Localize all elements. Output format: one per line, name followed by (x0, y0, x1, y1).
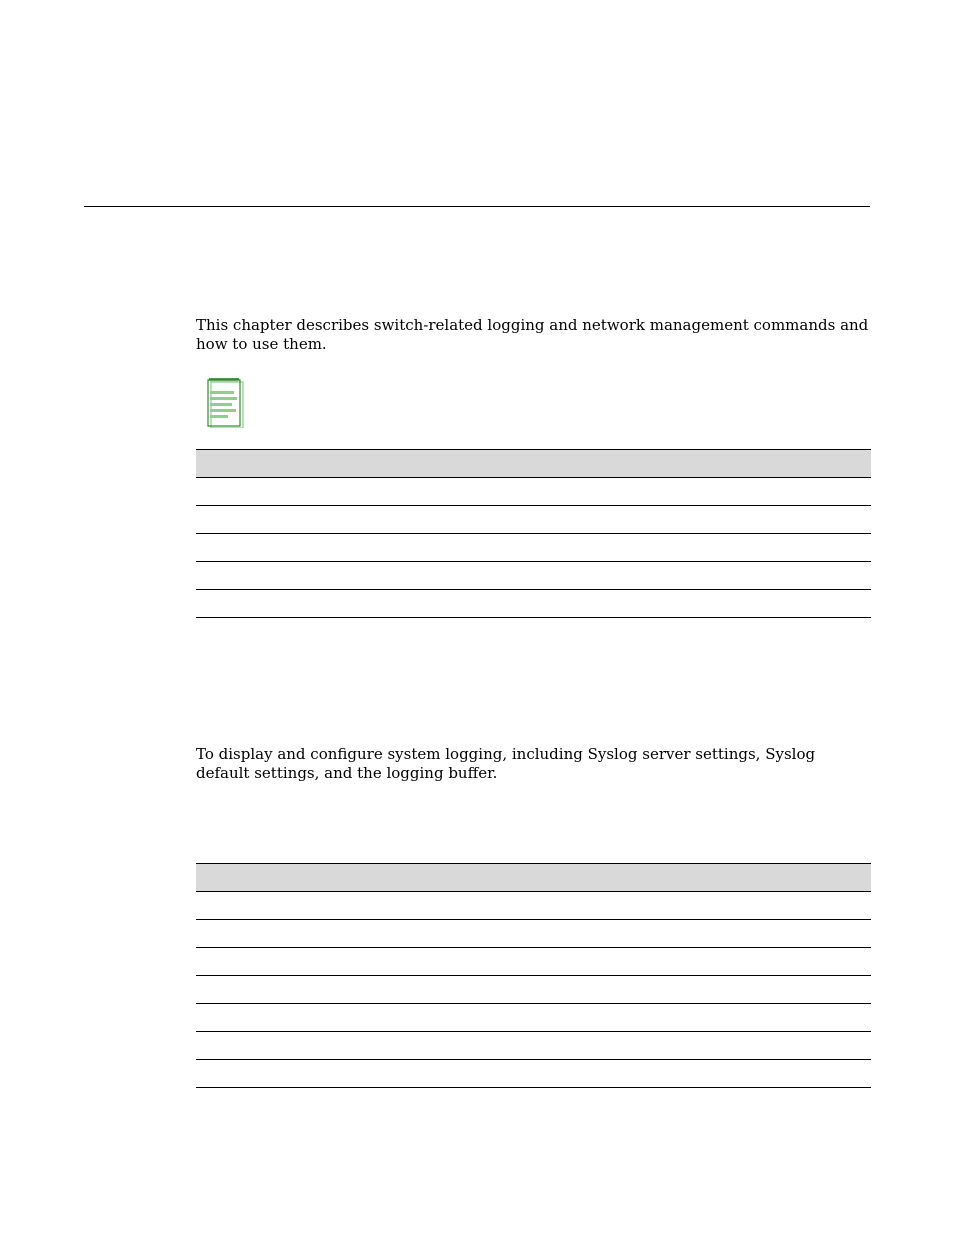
table-row (196, 478, 871, 506)
chapter-rule (84, 206, 870, 207)
table-row (196, 534, 871, 562)
note-icon (206, 376, 244, 428)
table-row (196, 948, 871, 976)
table-header (196, 449, 871, 478)
section-paragraph: To display and configure system logging, including Syslog server settings, Syslog default settings, and the logging buffer. (196, 745, 816, 782)
table-row (196, 920, 871, 948)
table-row (196, 1060, 871, 1088)
command-table-1 (196, 449, 871, 618)
intro-paragraph: This chapter describes switch-related logging and network management commands and how to use them. (196, 316, 869, 353)
table-row (196, 506, 871, 534)
table-row (196, 562, 871, 590)
table-row (196, 1032, 871, 1060)
command-table-2 (196, 863, 871, 1088)
table-row (196, 590, 871, 618)
table-row (196, 976, 871, 1004)
table-row (196, 892, 871, 920)
table-header (196, 863, 871, 892)
table-row (196, 1004, 871, 1032)
